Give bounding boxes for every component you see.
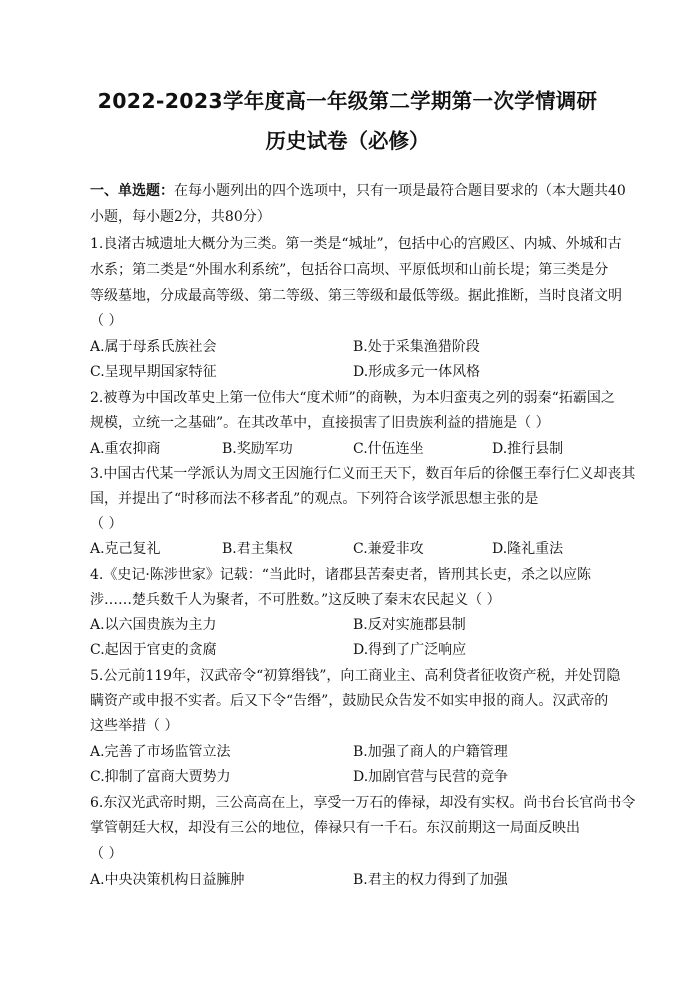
section-intro-line2: 小题，每小题2分，共80分）: [90, 209, 271, 225]
question-4-line-1: 4.《史记·陈涉世家》记载：“当此时，诸郡县苦秦吏者，皆刑其长吏，杀之以应陈: [90, 567, 591, 583]
question-3-line-1: 3.中国古代某一学派认为周文王因施行仁义而王天下，数百年后的徐偃王奉行仁义却丧其: [90, 466, 636, 482]
question-6-option-b[interactable]: B.君主的权力得到了加强: [353, 872, 508, 888]
question-2-option-c[interactable]: C.什伍连坐: [353, 441, 424, 457]
question-6-line-2: 掌管朝廷大权，却没有三公的地位，俸禄只有一千石。东汉前期这一局面反映出: [90, 820, 580, 836]
question-4-option-b[interactable]: B.反对实施郡县制: [353, 617, 466, 633]
question-1-line-1: 1.良渚古城遗址大概分为三类。第一类是“城址”，包括中心的宫殿区、内城、外城和古: [90, 236, 622, 252]
exam-title-line1: 2022-2023学年度高一年级第二学期第一次学情调研: [97, 89, 598, 113]
question-3-answer-blank: （ ）: [90, 516, 123, 532]
section-intro-line1: [90, 182, 626, 200]
question-1-answer-blank: （ ）: [90, 313, 123, 329]
question-1-option-a[interactable]: A.属于母系氏族社会: [90, 339, 217, 355]
question-1-line-2: 水系；第二类是“外围水利系统”，包括谷口高坝、平原低坝和山前长堤；第三类是分: [90, 262, 609, 278]
question-2-option-a[interactable]: A.重农抑商: [90, 441, 161, 457]
section-heading: 一、单选题：: [90, 183, 174, 199]
question-5-line-3: 这些举措（ ）: [90, 718, 179, 734]
question-4-option-a[interactable]: A.以六国贵族为主力: [90, 617, 217, 633]
question-1-line-3: 等级墓地，分成最高等级、第二等级、第三等级和最低等级。据此推断，当时良渚文明: [90, 288, 622, 304]
question-2-line-1: 2.被尊为中国改革史上第一位伟大“度术师”的商鞅，为本归蛮夷之列的弱秦“拓霸国之: [90, 390, 615, 406]
question-1-option-c[interactable]: C.呈现早期国家特征: [90, 364, 217, 380]
question-3-option-a[interactable]: A.克己复礼: [90, 541, 161, 557]
question-6-option-a[interactable]: A.中央决策机构日益臃肿: [90, 872, 245, 888]
question-5-option-b[interactable]: B.加强了商人的户籍管理: [353, 744, 508, 760]
question-1-option-b[interactable]: B.处于采集渔猎阶段: [353, 339, 480, 355]
question-5-line-1: 5.公元前119年，汉武帝令“初算缗钱”，向工商业主、高利贷者征收资产税，并处罚隐: [90, 668, 621, 684]
exam-title-line2: 历史试卷（必修）: [265, 129, 430, 153]
question-2-option-d[interactable]: D.推行县制: [492, 441, 564, 457]
question-6-line-1: 6.东汉光武帝时期，三公高高在上，享受一万石的俸禄，却没有实权。尚书台长官尚书令: [90, 795, 636, 811]
question-3-option-b[interactable]: B.君主集权: [222, 541, 293, 557]
question-4-option-d[interactable]: D.得到了广泛响应: [353, 642, 467, 658]
question-5-option-a[interactable]: A.完善了市场监管立法: [90, 744, 231, 760]
question-2-line-2: 规模，立统一之基础”。在其改革中，直接损害了旧贵族利益的措施是（ ）: [90, 415, 550, 431]
question-3-option-c[interactable]: C.兼爱非攻: [353, 541, 424, 557]
section-intro-text: 在每小题列出的四个选项中，只有一项是最符合题目要求的（本大题共40: [174, 183, 626, 199]
question-5-line-2: 瞒资产或申报不实者。后又下令“告缗”，鼓励民众告发不如实申报的商人。汉武帝的: [90, 693, 609, 709]
question-3-option-d[interactable]: D.隆礼重法: [492, 541, 564, 557]
question-4-line-2: 涉……楚兵数千人为聚者，不可胜数。”这反映了秦末农民起义（ ）: [90, 592, 501, 608]
question-2-option-b[interactable]: B.奖励军功: [222, 441, 293, 457]
question-1-option-d[interactable]: D.形成多元一体风格: [353, 364, 481, 380]
question-4-option-c[interactable]: C.起因于官吏的贪腐: [90, 642, 217, 658]
question-6-answer-blank: （ ）: [90, 846, 123, 862]
question-3-line-2: 国，并提出了“时移而法不移者乱”的观点。下列符合该学派思想主张的是: [90, 491, 539, 507]
question-5-option-d[interactable]: D.加剧官营与民营的竞争: [353, 769, 509, 785]
question-5-option-c[interactable]: C.抑制了富商大贾势力: [90, 769, 231, 785]
